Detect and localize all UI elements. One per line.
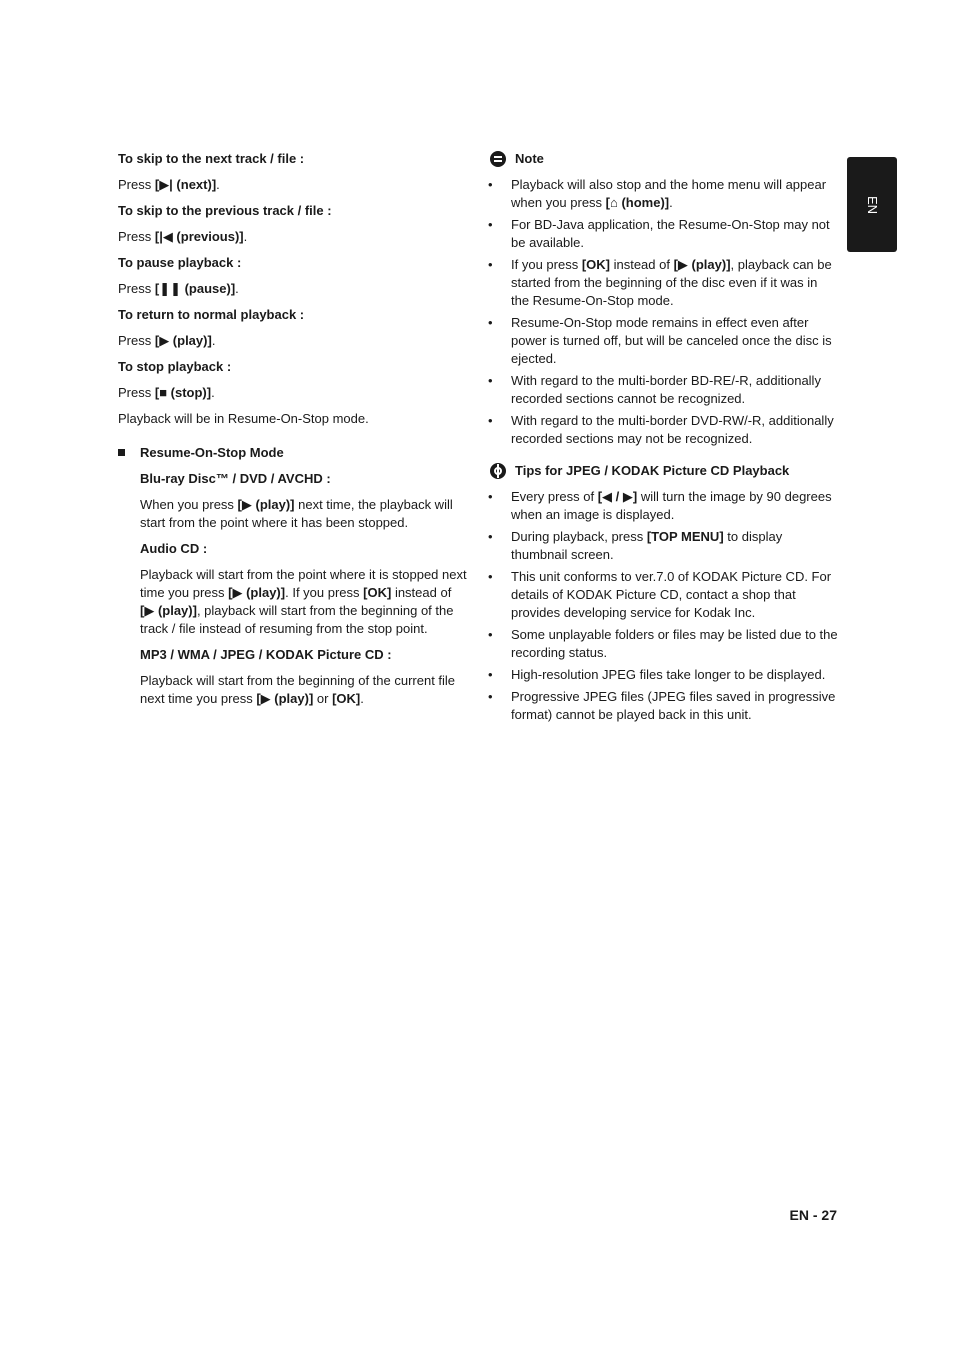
mp3-text: Playback will start from the beginning of the current file next time you press [▶ (play)] or [OK]. bbox=[140, 673, 456, 706]
previous-key: [|◀ (previous)] bbox=[154, 229, 244, 244]
next-key: [▶| (next)] bbox=[154, 177, 217, 192]
bluray-text: When you press [▶ (play)] next time, the playback will start from the point where it has been stopped. bbox=[140, 497, 453, 530]
list-item: • Playback will also stop and the home menu will appear when you press [⌂ (home)]. bbox=[488, 176, 838, 212]
stop-note: Playback will be in Resume-On-Stop mode. bbox=[118, 411, 369, 426]
list-item: • With regard to the multi-border BD-RE/-R, additionally recorded sections cannot be recognized. bbox=[488, 372, 838, 408]
bluray-heading: Blu-ray Disc™ / DVD / AVCHD : bbox=[140, 471, 331, 486]
square-bullet-icon bbox=[118, 449, 125, 456]
list-item: • For BD-Java application, the Resume-On-Stop may not be available. bbox=[488, 216, 838, 252]
list-item: • Resume-On-Stop mode remains in effect even after power is turned off, but will be canceled once the disc is ejected. bbox=[488, 314, 838, 368]
language-tab bbox=[847, 157, 897, 252]
pause-instruction: Press [❚❚ (pause)]. bbox=[118, 281, 239, 296]
return-heading: To return to normal playback : bbox=[118, 307, 305, 322]
pause-key: [❚❚ (pause)] bbox=[154, 281, 236, 296]
play-key: [▶ (play)] bbox=[154, 333, 212, 348]
audio-cd-heading: Audio CD : bbox=[140, 541, 208, 556]
list-item: • High-resolution JPEG files take longer to be displayed. bbox=[488, 666, 838, 684]
stop-instruction: Press [■ (stop)]. bbox=[118, 385, 215, 400]
language-tab-label: EN bbox=[865, 195, 880, 214]
return-instruction: Press [▶ (play)]. bbox=[118, 333, 216, 348]
left-column bbox=[118, 150, 468, 716]
note-list bbox=[488, 176, 838, 448]
list-item: • If you press [OK] instead of [▶ (play)], playback can be started from the beginning of the disc even if it was in the Resume-On-Stop mode. bbox=[488, 256, 838, 310]
right-column bbox=[488, 150, 838, 738]
skip-previous-heading: To skip to the previous track / file : bbox=[118, 203, 332, 218]
note-icon bbox=[490, 151, 506, 167]
audio-cd-text: Playback will start from the point where it is stopped next time you press [▶ (play)]. If you press [OK] instead of [▶ (play)], playback will start from the beginning of the track / file instead of resuming from the stop point. bbox=[140, 567, 467, 636]
list-item: • Every press of [◀ / ▶] will turn the image by 90 degrees when an image is displayed. bbox=[488, 488, 838, 524]
tips-list bbox=[488, 488, 838, 724]
list-item: • This unit conforms to ver.7.0 of KODAK Picture CD. For details of KODAK Picture CD, contact a shop that provides developing service for Kodak Inc. bbox=[488, 568, 838, 622]
skip-next-heading: To skip to the next track / file : bbox=[118, 151, 305, 166]
tips-heading bbox=[488, 462, 838, 480]
skip-previous-instruction: Press [|◀ (previous)]. bbox=[118, 229, 248, 244]
list-item: • Some unplayable folders or files may be listed due to the recording status. bbox=[488, 626, 838, 662]
pause-heading: To pause playback : bbox=[118, 255, 242, 270]
resume-section-title: Resume-On-Stop Mode bbox=[140, 445, 284, 460]
note-title: Note bbox=[515, 151, 544, 166]
list-item: • During playback, press [TOP MENU] to display thumbnail screen. bbox=[488, 528, 838, 564]
stop-heading: To stop playback : bbox=[118, 359, 232, 374]
mp3-heading: MP3 / WMA / JPEG / KODAK Picture CD : bbox=[140, 647, 392, 662]
stop-key: [■ (stop)] bbox=[154, 385, 212, 400]
resume-on-stop-section bbox=[118, 444, 468, 708]
tips-icon bbox=[490, 463, 506, 479]
note-heading bbox=[488, 150, 838, 168]
tips-title: Tips for JPEG / KODAK Picture CD Playback bbox=[515, 463, 790, 478]
list-item: • With regard to the multi-border DVD-RW/-R, additionally recorded sections may not be recognized. bbox=[488, 412, 838, 448]
skip-next-instruction: Press [▶| (next)]. bbox=[118, 177, 220, 192]
page-number: EN - 27 bbox=[789, 1207, 837, 1223]
list-item: • Progressive JPEG files (JPEG files saved in progressive format) cannot be played back in this unit. bbox=[488, 688, 838, 724]
